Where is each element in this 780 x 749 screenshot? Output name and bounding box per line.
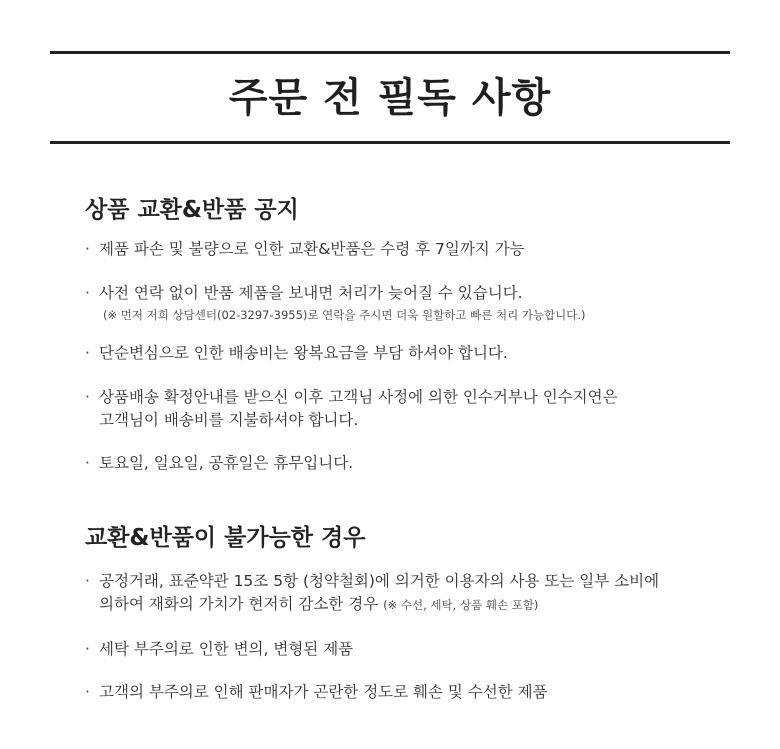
- list-item-text: 단순변심으로 인한 배송비는 왕복요금을 부담 하셔야 합니다.: [99, 344, 508, 362]
- not-allowed-list: [85, 570, 755, 704]
- list-item: [85, 282, 755, 325]
- list-item-text: 사전 연락 없이 반품 제품을 보내면 처리가 늦어질 수 있습니다.: [99, 284, 523, 302]
- list-item: [85, 452, 755, 475]
- list-item: [85, 570, 755, 617]
- list-item-text-line2: 고객님이 배송비를 지불하셔야 합니다.: [99, 411, 359, 429]
- not-allowed-section: [85, 520, 755, 704]
- list-item-text-line1: 상품배송 확정안내를 받으신 이후 고객님 사정에 의한 인수거부나 인수지연은: [99, 388, 618, 406]
- exchange-notice-section: [85, 192, 755, 475]
- list-item: [85, 638, 755, 661]
- list-item: [85, 238, 755, 261]
- not-allowed-heading: 교환&반품이 불가능한 경우: [85, 525, 366, 551]
- list-item-note: (※ 수선, 세탁, 상품 훼손 포함): [383, 598, 539, 612]
- list-item-text: 토요일, 일요일, 공휴일은 휴무입니다.: [99, 454, 354, 472]
- list-item: [85, 342, 755, 365]
- list-item-text-line1: 공정거래, 표준약관 15조 5항 (청약철회)에 의거한 이용자의 사용 또는 일부 소비에: [99, 572, 660, 590]
- list-item-text-line2: 의하여 재화의 가치가 현저히 감소한 경우: [99, 595, 379, 613]
- list-item-text: 세탁 부주의로 인한 변의, 변형된 제품: [99, 640, 354, 658]
- exchange-notice-list: [85, 238, 755, 475]
- list-item-text: 고객의 부주의로 인해 판매자가 곤란한 정도로 훼손 및 수선한 제품: [99, 683, 548, 701]
- title-bottom-rule: [50, 141, 730, 144]
- exchange-notice-heading: 상품 교환&반품 공지: [85, 197, 299, 223]
- list-item-note: (※ 먼저 저희 상담센터(02-3297-3955)로 연락을 주시면 더욱 원할하고 빠른 처리 가능합니다.): [103, 308, 586, 322]
- list-item: [85, 386, 755, 432]
- title-top-rule: [50, 51, 730, 54]
- list-item: [85, 681, 755, 704]
- page-title: 주문 전 필독 사항: [228, 75, 552, 121]
- list-item-text: 제품 파손 및 불량으로 인한 교환&반품은 수령 후 7일까지 가능: [99, 240, 525, 258]
